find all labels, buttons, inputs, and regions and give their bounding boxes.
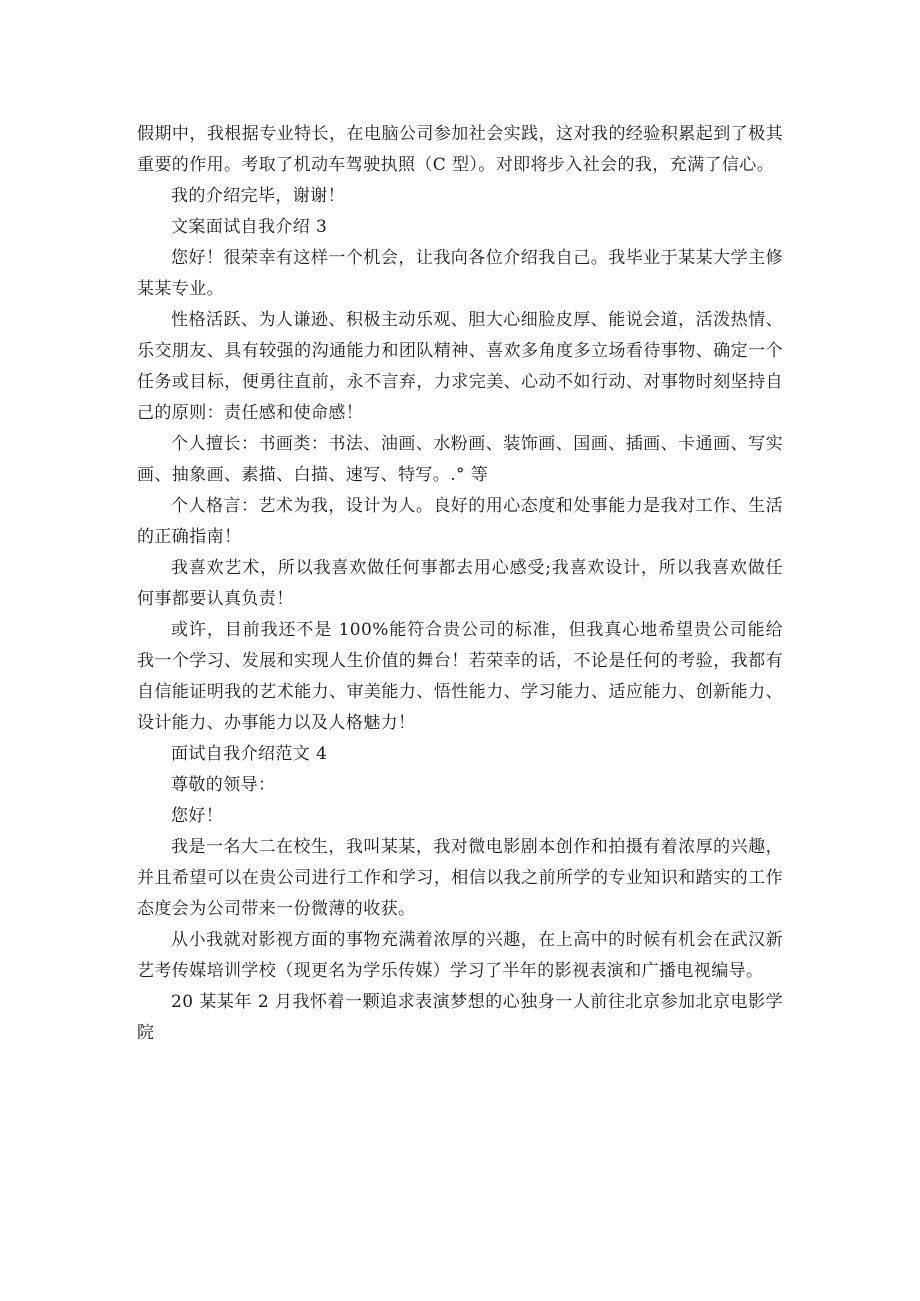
paragraph-salutation: 尊敬的领导： [171, 775, 276, 795]
paragraph-hello: 您好！ [171, 806, 224, 826]
paragraph-personality: 性格活跃、为人谦逊、积极主动乐观、胆大心细脸皮厚、能说会道，活泼热情、乐交朋友、具有较强的沟通能力和团队精神、喜欢多角度多立场看待事物、确定一个任务或目标，便勇往直前，永不言弃，力求完美、心动不如行动、对事物时刻坚持自己的原则：责任感和使命感！ [137, 310, 783, 423]
paragraph-motto: 个人格言：艺术为我，设计为人。良好的用心态度和处事能力是我对工作、生活的正确指南！ [137, 496, 783, 547]
paragraph-student-intro: 我是一名大二在校生，我叫某某，我对微电影剧本创作和拍摄有着浓厚的兴趣，并且希望可以在贵公司进行工作和学习，相信以我之前所学的专业知识和踏实的工作态度会为公司带来一份微薄的收获。 [137, 837, 783, 919]
section-heading-4: 面试自我介绍范文 4 [171, 744, 328, 764]
document-body [137, 119, 783, 1049]
paragraph-greeting: 您好！很荣幸有这样一个机会，让我向各位介绍我自己。我毕业于某某大学主修某某专业。 [137, 248, 783, 299]
paragraph-closing: 我的介绍完毕，谢谢！ [171, 186, 345, 206]
paragraph-background: 从小我就对影视方面的事物充满着浓厚的兴趣，在上高中的时候有机会在武汉新艺考传媒培训学校（现更名为学乐传媒）学习了半年的影视表演和广播电视编导。 [137, 930, 783, 981]
section-heading-3: 文案面试自我介绍 3 [171, 217, 328, 237]
paragraph-internship: 假期中，我根据专业特长，在电脑公司参加社会实践，这对我的经验积累起到了极其重要的作用。考取了机动车驾驶执照（C 型）。对即将步入社会的我，充满了信心。 [137, 124, 783, 175]
paragraph-aspiration: 或许，目前我还不是 100%能符合贵公司的标准，但我真心地希望贵公司能给我一个学习、发展和实现人生价值的舞台！若荣幸的话，不论是任何的考验，我都有自信能证明我的艺术能力、审美能力、悟性能力、学习能力、适应能力、创新能力、设计能力、办事能力以及人格魅力！ [137, 620, 783, 733]
paragraph-skills: 个人擅长：书画类：书法、油画、水粉画、装饰画、国画、插画、卡通画、写实画、抽象画、素描、白描、速写、特写。.° 等 [137, 434, 783, 485]
paragraph-beijing: 20 某某年 2 月我怀着一颗追求表演梦想的心独身一人前往北京参加北京电影学院 [137, 992, 783, 1043]
paragraph-interests: 我喜欢艺术，所以我喜欢做任何事都去用心感受;我喜欢设计，所以我喜欢做任何事都要认真负责！ [137, 558, 783, 609]
